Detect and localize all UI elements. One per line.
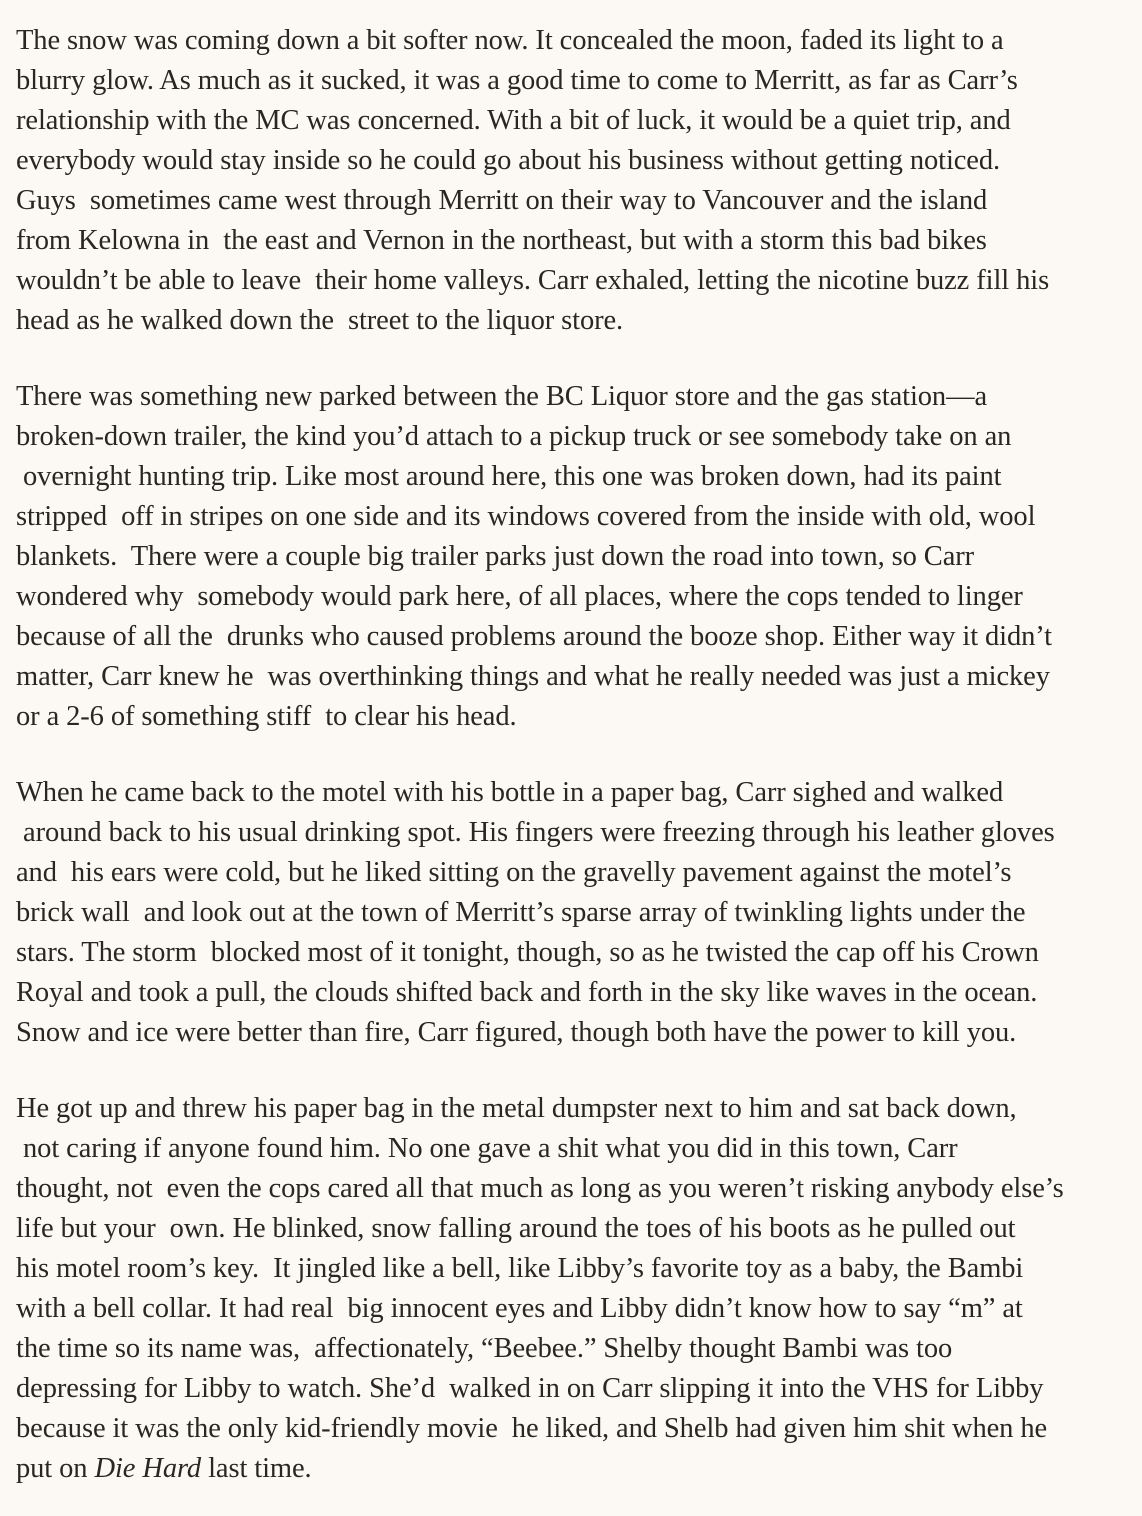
text-line: because of all the drunks who caused problems around the booze shop. Either way it didn’t bbox=[16, 621, 1052, 652]
paragraph-gap bbox=[16, 737, 1130, 773]
text-line: relationship with the MC was concerned. With a bit of luck, it would be a quiet trip, and bbox=[16, 105, 1011, 136]
paragraph-2 bbox=[16, 377, 1130, 737]
text-line: wouldn’t be able to leave their home valleys. Carr exhaled, letting the nicotine buzz fill his bbox=[16, 265, 1050, 296]
text-line: Guys sometimes came west through Merritt on their way to Vancouver and the island bbox=[16, 185, 988, 216]
text-line: He got up and threw his paper bag in the metal dumpster next to him and sat back down, bbox=[16, 1093, 1017, 1124]
text-line: depressing for Libby to watch. She’d walked in on Carr slipping it into the VHS for Libby bbox=[16, 1373, 1044, 1404]
text-line: blurry glow. As much as it sucked, it was a good time to come to Merritt, as far as Carr’s bbox=[16, 65, 1018, 96]
text-line: not caring if anyone found him. No one gave a shit what you did in this town, Carr bbox=[16, 1133, 958, 1164]
text-run: last time. bbox=[201, 1453, 312, 1484]
text-line: The snow was coming down a bit softer now. It concealed the moon, faded its light to a bbox=[16, 25, 1004, 56]
paragraph-gap bbox=[16, 341, 1130, 377]
text-line: his motel room’s key. It jingled like a bell, like Libby’s favorite toy as a baby, the Bambi bbox=[16, 1253, 1024, 1284]
text-line: blankets. There were a couple big trailer parks just down the road into town, so Carr bbox=[16, 541, 975, 572]
paragraph-3 bbox=[16, 773, 1130, 1053]
text-line: because it was the only kid-friendly movie he liked, and Shelb had given him shit when he bbox=[16, 1413, 1048, 1444]
text-line: brick wall and look out at the town of Merritt’s sparse array of twinkling lights under the bbox=[16, 897, 1026, 928]
italic-title: Die Hard bbox=[94, 1453, 202, 1484]
paragraph-4 bbox=[16, 1089, 1130, 1489]
text-line: When he came back to the motel with his bottle in a paper bag, Carr sighed and walked bbox=[16, 777, 1004, 808]
text-line: life but your own. He blinked, snow falling around the toes of his boots as he pulled out bbox=[16, 1213, 1016, 1244]
text-line: with a bell collar. It had real big innocent eyes and Libby didn’t know how to say “m” at bbox=[16, 1293, 1023, 1324]
text-line: around back to his usual drinking spot. His fingers were freezing through his leather gloves bbox=[16, 817, 1055, 848]
paragraph-1 bbox=[16, 21, 1130, 341]
text-line: or a 2-6 of something stiff to clear his head. bbox=[16, 701, 517, 732]
text-line: broken-down trailer, the kind you’d attach to a pickup truck or see somebody take on an bbox=[16, 421, 1012, 452]
text-line: head as he walked down the street to the liquor store. bbox=[16, 305, 624, 336]
text-line: everybody would stay inside so he could go about his business without getting noticed. bbox=[16, 145, 1001, 176]
paragraph-gap bbox=[16, 1053, 1130, 1089]
text-line: Royal and took a pull, the clouds shifted back and forth in the sky like waves in the ocean. bbox=[16, 977, 1038, 1008]
text-run: put on bbox=[16, 1453, 95, 1484]
text-line: overnight hunting trip. Like most around here, this one was broken down, had its paint bbox=[16, 461, 1002, 492]
text-line: Snow and ice were better than fire, Carr figured, though both have the power to kill you. bbox=[16, 1017, 1017, 1048]
text-line: from Kelowna in the east and Vernon in the northeast, but with a storm this bad bikes bbox=[16, 225, 987, 256]
text-line: wondered why somebody would park here, of all places, where the cops tended to linger bbox=[16, 581, 1023, 612]
text-line: the time so its name was, affectionately, “Beebee.” Shelby thought Bambi was too bbox=[16, 1333, 953, 1364]
text-line: and his ears were cold, but he liked sitting on the gravelly pavement against the motel’s bbox=[16, 857, 1012, 888]
text-line: There was something new parked between the BC Liquor store and the gas station—a bbox=[16, 381, 988, 412]
text-line: thought, not even the cops cared all that much as long as you weren’t risking anybody else’s bbox=[16, 1173, 1064, 1204]
text-line: matter, Carr knew he was overthinking things and what he really needed was just a mickey bbox=[16, 661, 1050, 692]
text-line: stripped off in stripes on one side and its windows covered from the inside with old, wool bbox=[16, 501, 1036, 532]
text-line: stars. The storm blocked most of it tonight, though, so as he twisted the cap off his Crown bbox=[16, 937, 1039, 968]
text-line-last bbox=[16, 1449, 1130, 1489]
